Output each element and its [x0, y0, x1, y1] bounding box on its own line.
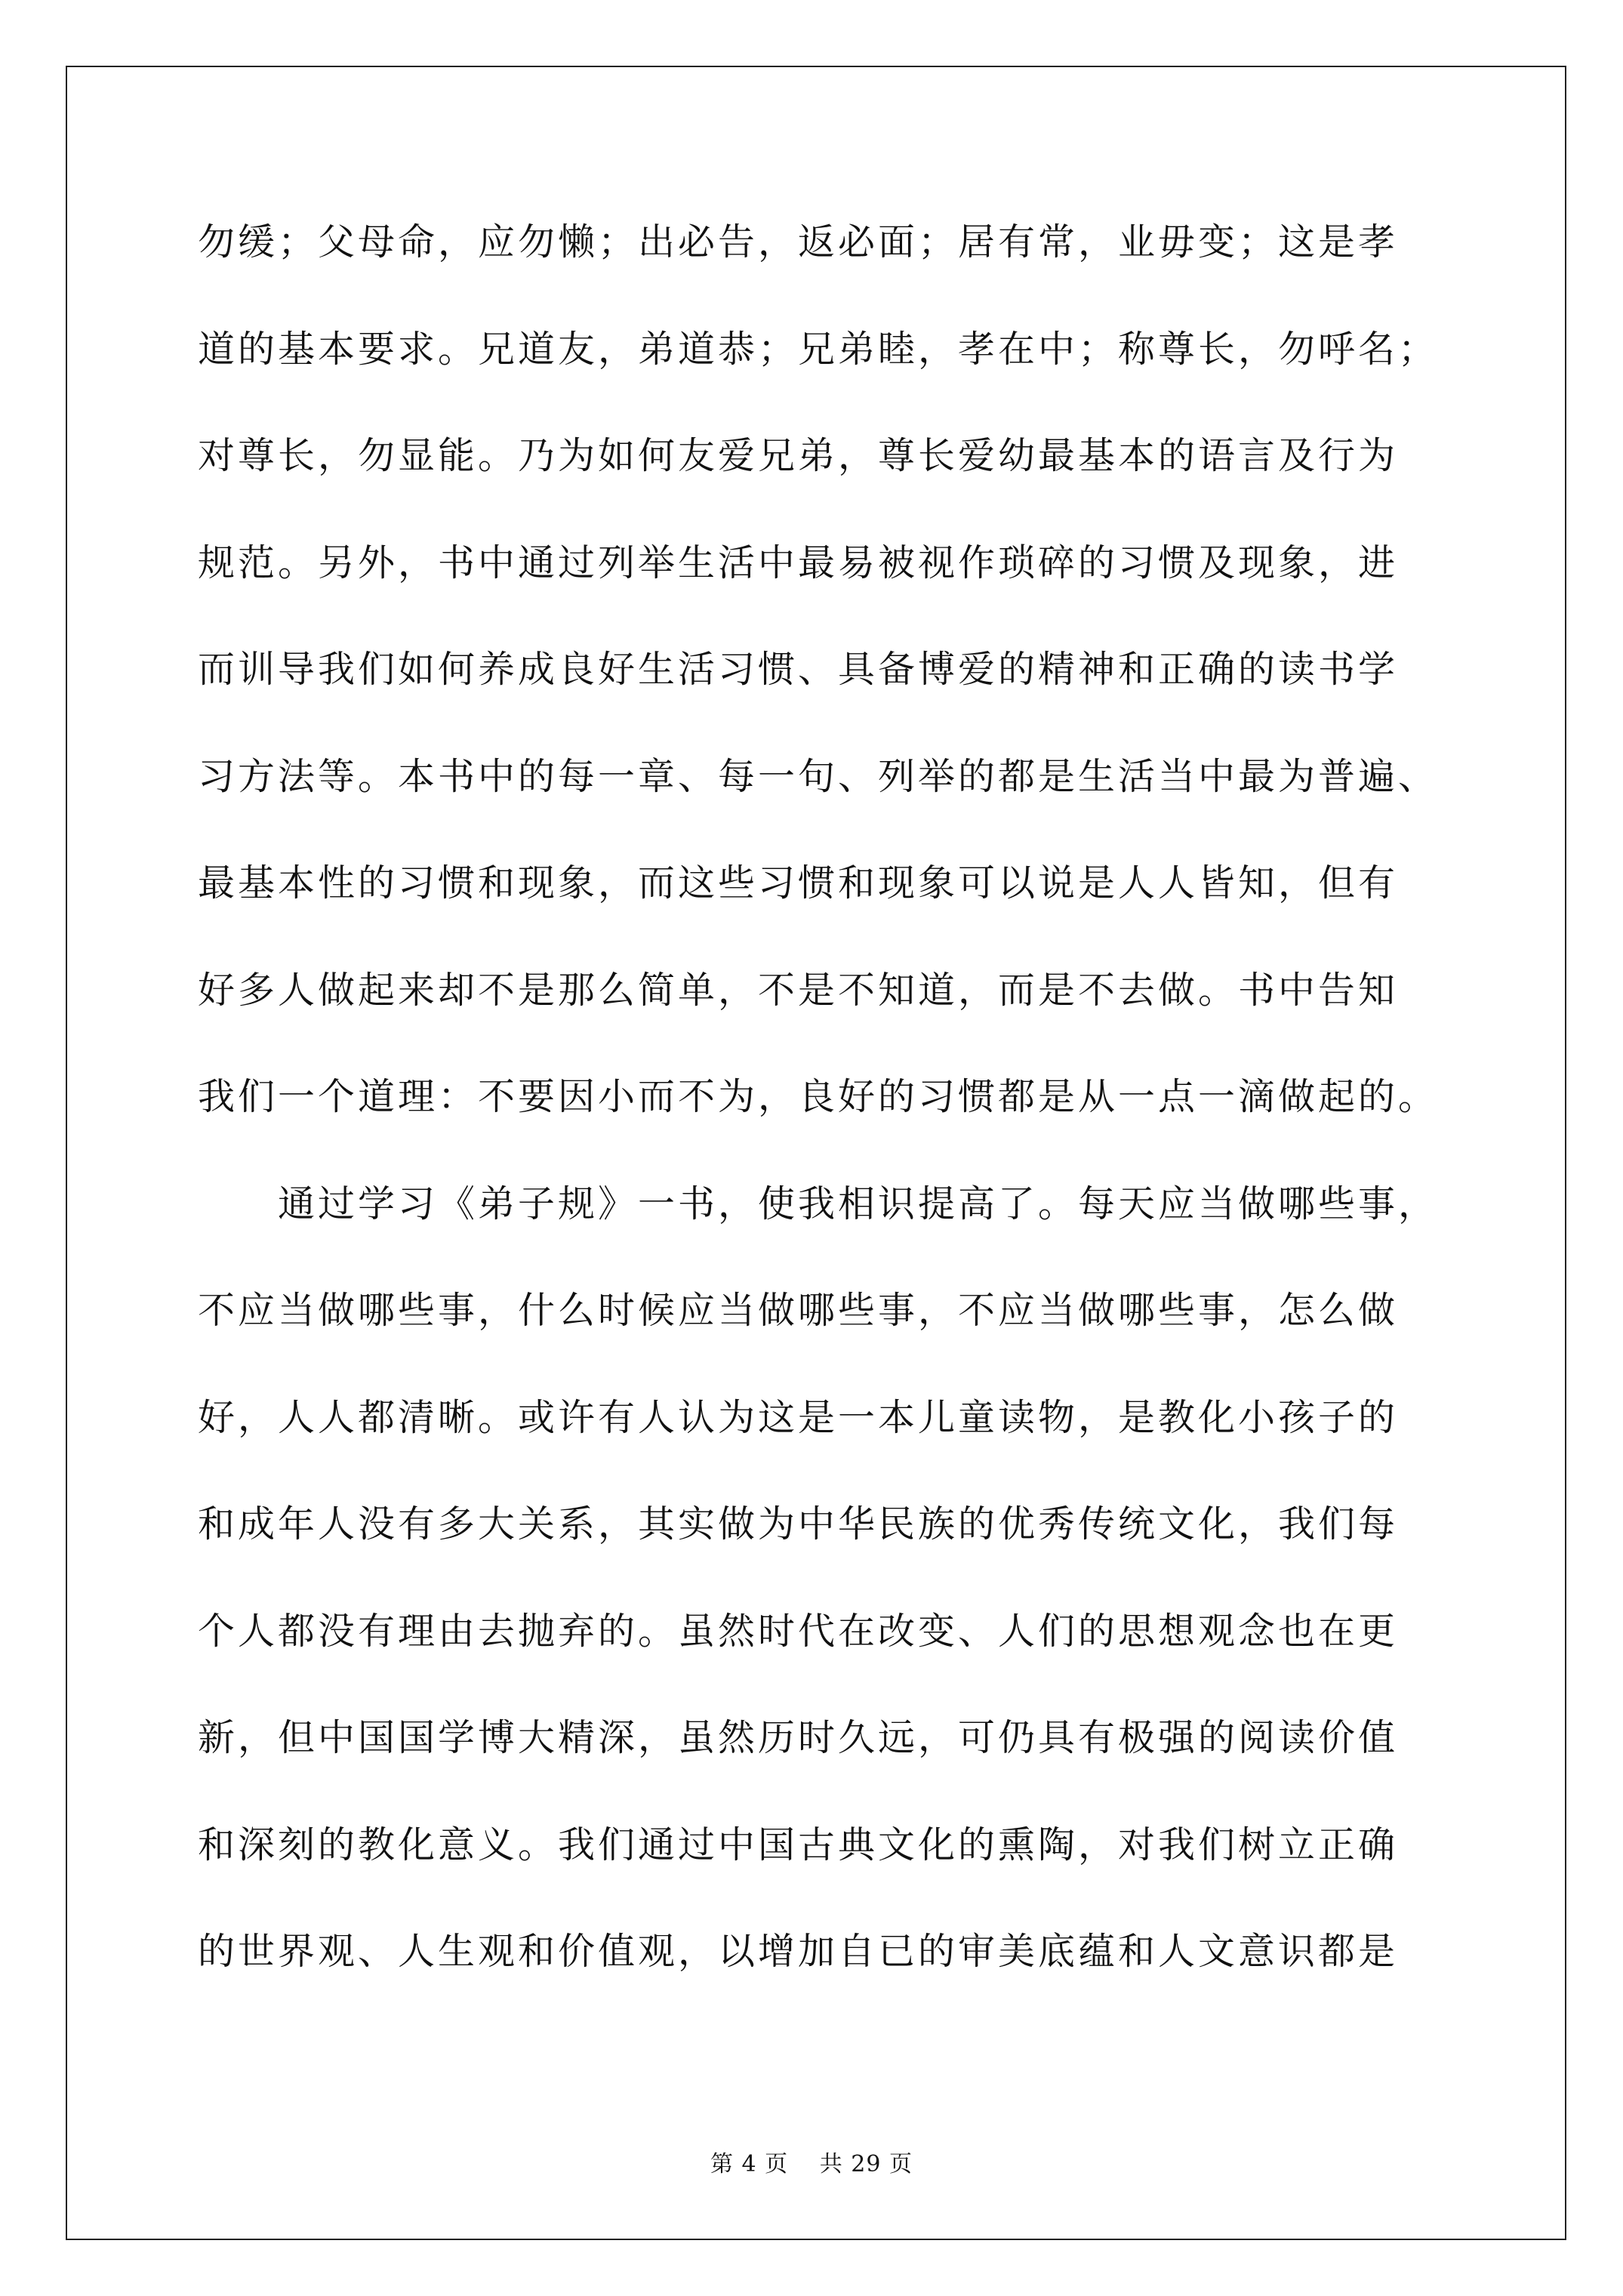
body-text [198, 220, 1439, 2040]
text-line: 不应当做哪些事，什么时候应当做哪些事，不应当做哪些事，怎么做 [198, 1289, 1399, 1332]
text-line: 勿缓；父母命，应勿懒；出必告，返必面；居有常，业毋变；这是孝 [198, 220, 1399, 264]
text-line: 好，人人都清晰。或许有人认为这是一本儿童读物，是教化小孩子的 [198, 1395, 1399, 1439]
page-number-footer: 第 4 页 共 29 页 [710, 2151, 913, 2177]
text-line: 最基本性的习惯和现象，而这些习惯和现象可以说是人人皆知，但有 [198, 861, 1399, 905]
text-line: 个人都没有理由去抛弃的。虽然时代在改变、人们的思想观念也在更 [198, 1609, 1399, 1653]
text-line: 道的基本要求。兄道友，弟道恭；兄弟睦，孝在中；称尊长，勿呼名； [198, 327, 1439, 371]
text-line: 和成年人没有多大关系，其实做为中华民族的优秀传统文化，我们每 [198, 1502, 1399, 1546]
text-line: 我们一个道理：不要因小而不为，良好的习惯都是从一点一滴做起的。 [198, 1075, 1439, 1118]
text-line: 新，但中国国学博大精深，虽然历时久远，可仍具有极强的阅读价值 [198, 1716, 1399, 1759]
text-line: 而训导我们如何养成良好生活习惯、具备博爱的精神和正确的读书学 [198, 648, 1399, 691]
text-line: 好多人做起来却不是那么简单，不是不知道，而是不去做。书中告知 [198, 968, 1399, 1012]
paragraph-start-line: 通过学习《弟子规》一书，使我相识提高了。每天应当做哪些事， [278, 1182, 1439, 1225]
text-line: 和深刻的教化意义。我们通过中国古典文化的熏陶，对我们树立正确 [198, 1823, 1399, 1866]
text-line: 习方法等。本书中的每一章、每一句、列举的都是生活当中最为普遍、 [198, 754, 1439, 798]
text-line: 规范。另外，书中通过列举生活中最易被视作琐碎的习惯及现象，进 [198, 541, 1399, 584]
text-line: 的世界观、人生观和价值观，以增加自已的审美底蕴和人文意识都是 [198, 1930, 1399, 1973]
text-line: 对尊长，勿显能。乃为如何友爱兄弟，尊长爱幼最基本的语言及行为 [198, 434, 1399, 477]
